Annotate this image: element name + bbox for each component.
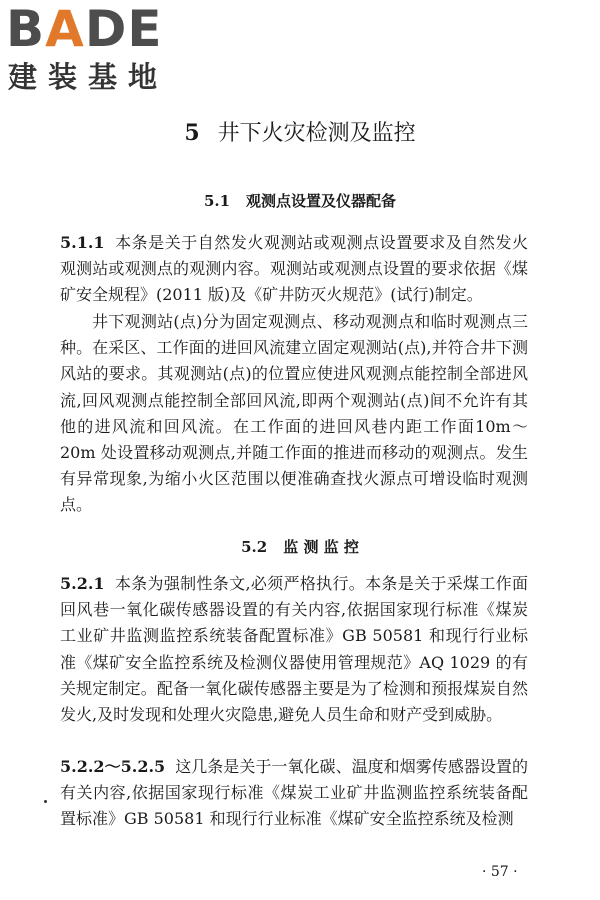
clause-text: 这几条是关于一氧化碳、温度和烟雾传感器设置的有关内容,依据国家现行标准《煤炭工业矿井监测监控系统装备配置标准》GB 50581 和现行行业标准《煤矿安全监控系统及检测 [60,757,528,829]
chapter-title-text: 井下火灾检测及监控 [217,121,416,146]
chapter-title [0,118,600,149]
section-number: 5.1 [203,192,231,210]
clause-number: 5.1.1 [60,233,105,252]
section-title: 监 测 监 控 [283,538,359,556]
section-number: 5.2 [241,538,268,556]
clause-text: 本条为强制性条文,必须严格执行。本条是关于采煤工作面回风巷一氧化碳传感器设置的有关内容,依据国家现行标准《煤炭工业矿井监测监控系统装备配置标准》GB 50581 和现行行业标准《煤矿安全监控系统及检测仪器使用管理规范》AQ 1029 的有关规定制定。配备一氧化碳传感器主要是为了检测和预报煤炭自然发火,及时发现和处理火灾隐患,避免人员生命和财产受到威胁。 [60,574,528,725]
body-paragraph [60,309,528,519]
scan-dot-mark [44,800,47,803]
clause-paragraph [60,571,528,728]
clause-number: 5.2.2～5.2.5 [60,757,166,776]
section-title: 观测点设置及仪器配备 [246,192,397,210]
logo-subtitle: 建装基地 [8,60,169,94]
logo-wordmark: BADE [6,0,163,58]
section-heading-5-2 [0,536,600,558]
section-heading-5-1 [0,190,600,212]
site-logo [6,0,181,96]
clause-paragraph [60,230,528,309]
chapter-number: 5 [184,120,200,146]
clause-text: 本条是关于自然发火观测站或观测点设置要求及自然发火观测站或观测点的观测内容。观测站或观测点设置的要求依据《煤矿安全规程》(2011 版)及《矿井防灭火规范》(试行)制定。 [60,233,528,305]
paragraph-text: 井下观测站(点)分为固定观测点、移动观测点和临时观测点三种。在采区、工作面的进回风流建立固定观测站(点),并符合井下测风站的要求。其观测站(点)的位置应使进风观测点能控制全部进风流,回风观测点能控制全部回风流,即两个观测站(点)间不允许有其他的进风流和回风流。在工作面的进回风巷内距工作面10m～20m 处设置移动观测点,并随工作面的推进而移动的观测点。发生有异常现象,为缩小火区范围以便准确查找火源点可增设临时观测点。 [60,312,528,515]
clause-number: 5.2.1 [60,574,105,593]
clause-paragraph [60,754,528,833]
page-number: · 57 · [482,864,518,880]
